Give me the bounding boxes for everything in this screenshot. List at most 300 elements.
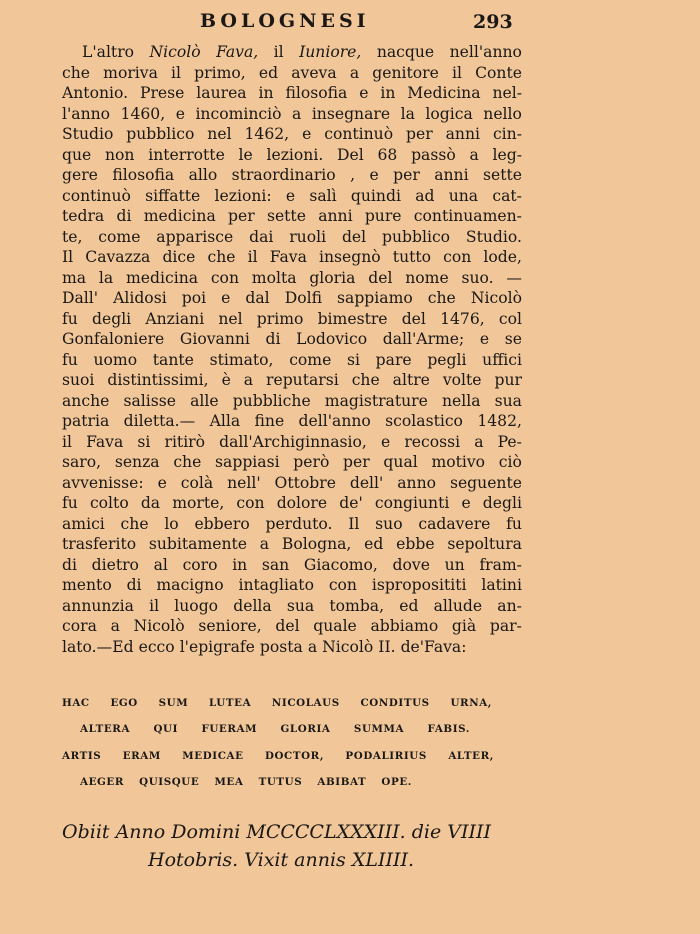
- word: luogo: [174, 596, 219, 615]
- word: per: [228, 207, 255, 225]
- word: dell': [349, 473, 384, 492]
- word: l'epigrafe: [179, 637, 255, 656]
- word: Iuniore,: [299, 43, 362, 61]
- page-number: 293: [473, 11, 513, 33]
- word: primo,: [194, 63, 246, 82]
- word: amici: [62, 514, 105, 533]
- word: che: [207, 248, 236, 266]
- word: recossi: [404, 432, 461, 451]
- word: dice: [162, 248, 196, 266]
- word: nel: [218, 309, 243, 328]
- word: del: [401, 309, 426, 328]
- word: senza: [114, 453, 160, 471]
- word: tomba,: [329, 596, 385, 615]
- word: sette: [482, 166, 522, 184]
- text-line: [62, 165, 522, 186]
- word: la: [400, 104, 415, 123]
- word: cora: [62, 617, 97, 635]
- word: a: [110, 617, 120, 635]
- word: motivo: [431, 453, 486, 471]
- word: come: [98, 227, 141, 246]
- epitaph-line-2: [62, 716, 470, 742]
- word: posta: [259, 637, 303, 656]
- word: sappiamo: [337, 289, 413, 307]
- text-line: [62, 411, 522, 432]
- word: interrotte: [148, 145, 225, 164]
- word: una: [448, 186, 479, 205]
- word: nome: [405, 268, 449, 287]
- word: Il: [348, 514, 360, 533]
- word: ma: [62, 268, 87, 287]
- word: continuamen-: [413, 207, 522, 225]
- text-line: [62, 555, 522, 576]
- epitaph-word: OPE.: [381, 776, 412, 788]
- word: in: [232, 555, 248, 574]
- body-paragraph: [62, 42, 522, 657]
- word: a: [259, 535, 270, 553]
- text-line: [62, 247, 522, 268]
- word: il: [171, 63, 182, 82]
- word: degli: [482, 494, 522, 512]
- word: suo.: [461, 268, 494, 287]
- word: con: [210, 268, 239, 287]
- word: ad: [415, 186, 435, 205]
- word: dolore: [276, 494, 328, 512]
- word: ruoli: [289, 227, 327, 246]
- word: Il: [62, 248, 74, 266]
- word: macigno: [156, 576, 224, 594]
- word: Giovanni: [179, 330, 250, 348]
- word: ed: [364, 535, 384, 553]
- word: filosofia: [112, 166, 175, 184]
- text-line: [62, 370, 522, 391]
- text-line: [62, 227, 522, 248]
- word: lezioni:: [214, 186, 272, 205]
- text-line: [62, 350, 522, 371]
- word: e: [359, 84, 369, 102]
- word: patria: [62, 412, 110, 430]
- word: ,: [350, 166, 356, 184]
- word: ed: [258, 63, 279, 82]
- word: colto: [89, 494, 129, 512]
- word: mento: [62, 576, 112, 594]
- word: logica: [425, 104, 473, 123]
- word: altre: [392, 371, 430, 389]
- word: alle: [190, 391, 219, 410]
- text-line: [62, 637, 522, 658]
- word: avvenisse:: [62, 473, 144, 492]
- word: uffici: [482, 350, 522, 369]
- word: de': [339, 494, 363, 512]
- word: per: [406, 125, 433, 143]
- word: qual: [383, 453, 418, 471]
- word: anni: [434, 166, 469, 184]
- word: 1460,: [120, 104, 166, 123]
- word: di: [62, 555, 77, 574]
- word: lezioni.: [266, 145, 324, 164]
- text-line: [62, 42, 522, 63]
- obituary-note: [0, 818, 580, 874]
- word: di: [126, 576, 142, 594]
- word: e: [302, 125, 312, 143]
- word: perduto.: [265, 514, 333, 533]
- epitaph-word: QUI: [153, 723, 179, 735]
- word: di: [116, 207, 132, 225]
- word: Nicolò: [470, 289, 522, 307]
- word: nell'anno: [449, 43, 522, 61]
- word: a: [349, 63, 360, 82]
- epitaph-word: SUM: [158, 697, 189, 709]
- word: incominciò: [195, 104, 282, 123]
- word: a: [474, 432, 484, 451]
- word: moriva: [103, 63, 158, 82]
- word: Del: [337, 145, 364, 164]
- word: siffatte: [145, 186, 201, 205]
- word: sua: [494, 391, 522, 410]
- text-line: [62, 391, 522, 412]
- word: della: [233, 596, 272, 615]
- word: come: [289, 350, 332, 369]
- word: par-: [489, 617, 522, 635]
- word: leg-: [492, 145, 522, 164]
- word: de'Fava:: [400, 637, 467, 656]
- word: straordinario: [231, 166, 336, 184]
- word: e: [369, 166, 379, 184]
- word: seguente: [449, 473, 522, 492]
- word: pubblico: [381, 227, 451, 246]
- running-title: BOLOGNESI: [200, 10, 370, 32]
- epitaph-word: MEDICAE: [182, 750, 244, 762]
- word: le: [238, 145, 253, 164]
- text-line: [62, 206, 522, 227]
- word: un: [444, 555, 465, 574]
- text-line: [62, 616, 522, 637]
- word: dal: [245, 289, 270, 307]
- word: Alidosi: [113, 289, 167, 307]
- text-line: [62, 186, 522, 207]
- word: Dolfi: [284, 289, 322, 307]
- running-head: [0, 10, 700, 36]
- word: passò: [411, 145, 456, 164]
- word: pubbliche: [232, 391, 311, 410]
- word: per: [393, 166, 420, 184]
- word: distintissimi,: [107, 371, 209, 389]
- word: 1462,: [244, 125, 290, 143]
- word: anni: [318, 207, 353, 225]
- word: que: [62, 145, 92, 164]
- word: fine: [254, 412, 285, 430]
- word: an-: [497, 596, 522, 615]
- word: di: [265, 330, 281, 348]
- word: apparisce: [156, 227, 234, 246]
- word: nel-: [492, 84, 522, 102]
- word: al: [153, 555, 168, 574]
- word: a: [292, 104, 302, 123]
- word: ritirò: [164, 432, 206, 451]
- text-line: [62, 514, 522, 535]
- word: fu: [62, 350, 78, 369]
- word: 68: [377, 145, 398, 164]
- text-line: [62, 124, 522, 145]
- word: —: [506, 268, 522, 287]
- word: del: [368, 268, 393, 287]
- epitaph-word: FUERAM: [201, 723, 258, 735]
- word: Antonio.: [62, 84, 129, 102]
- word: cat-: [492, 186, 522, 205]
- word: gere: [62, 166, 98, 184]
- text-line: [62, 288, 522, 309]
- word: Studio.: [465, 227, 522, 246]
- word: morte,: [172, 494, 225, 512]
- word: diletta.—: [123, 412, 196, 430]
- epitaph-line-1: [62, 690, 492, 716]
- word: con: [236, 494, 265, 512]
- text-line: [62, 104, 522, 125]
- epitaph-word: ABIBAT: [317, 776, 367, 788]
- word: a: [243, 371, 254, 389]
- word: 1482,: [477, 412, 522, 430]
- word: e: [479, 330, 490, 348]
- word: Prese: [139, 84, 185, 102]
- word: anche: [62, 391, 110, 410]
- word: sappiasi: [215, 453, 280, 471]
- word: fu: [506, 514, 522, 533]
- word: reputarsi: [266, 371, 339, 389]
- word: latini: [481, 576, 522, 594]
- word: allo: [188, 166, 218, 184]
- word: Nicolò: [149, 43, 201, 61]
- word: congiunti: [374, 494, 450, 512]
- epitaph-word: CONDITUS: [360, 697, 430, 709]
- word: nell': [227, 473, 261, 492]
- word: abbiamo: [370, 617, 439, 635]
- word: in: [258, 84, 274, 102]
- word: magistrature: [324, 391, 428, 410]
- word: Nicolò: [133, 617, 185, 635]
- epitaph-word: HAC: [62, 697, 90, 709]
- word: dai: [249, 227, 274, 246]
- word: dove: [392, 555, 430, 574]
- word: non: [105, 145, 135, 164]
- obituary-line-1: Obiit Anno Domini MCCCCLXXXIII. die VIIII: [62, 821, 492, 843]
- word: si: [137, 432, 151, 451]
- word: trasferito: [62, 535, 137, 553]
- word: II.: [378, 637, 396, 656]
- word: sette: [266, 207, 306, 225]
- word: annunzia: [62, 596, 134, 615]
- word: Pe-: [497, 432, 522, 451]
- epitaph-word: AEGER: [80, 776, 125, 788]
- word: suo: [375, 514, 403, 533]
- word: se: [504, 330, 522, 348]
- word: nel: [207, 125, 232, 143]
- word: da: [140, 494, 161, 512]
- word: con: [328, 576, 357, 594]
- text-line: [62, 268, 522, 289]
- word: la: [98, 268, 114, 287]
- word: pegli: [427, 350, 467, 369]
- word: nello: [483, 104, 522, 123]
- epitaph-word: NICOLAUS: [271, 697, 340, 709]
- word: ebbe: [396, 535, 435, 553]
- epitaph-word: URNA,: [450, 697, 492, 709]
- word: pur: [494, 371, 522, 389]
- word: aveva: [291, 63, 337, 82]
- word: a: [307, 637, 318, 656]
- word: Fava: [269, 248, 307, 266]
- word: dall'Arme;: [382, 330, 465, 348]
- word: nacque: [376, 43, 435, 61]
- word: per: [343, 453, 370, 471]
- word: stimato,: [209, 350, 274, 369]
- epitaph-word: EGO: [110, 697, 138, 709]
- word: e: [221, 289, 231, 307]
- word: pure: [364, 207, 402, 225]
- word: Bologna,: [281, 535, 352, 553]
- word: tedra: [62, 207, 105, 225]
- word: in: [380, 84, 396, 102]
- word: primo: [256, 309, 304, 328]
- word: saro,: [62, 453, 102, 471]
- word: suoi: [62, 371, 95, 389]
- word: Fava: [86, 432, 124, 451]
- word: intagliato: [238, 576, 314, 594]
- word: e: [380, 432, 391, 451]
- text-line: [62, 596, 522, 617]
- word: del: [341, 227, 367, 246]
- epitaph-word: PODALIRIUS: [345, 750, 427, 762]
- word: con: [443, 248, 472, 266]
- word: volte: [442, 371, 482, 389]
- word: Lodovico: [296, 330, 368, 348]
- word: filosofia: [285, 84, 348, 102]
- word: che: [62, 63, 91, 82]
- word: Conte: [475, 63, 522, 82]
- word: lo: [164, 514, 179, 533]
- word: salisse: [123, 391, 176, 410]
- word: degli: [92, 309, 132, 328]
- word: quindi: [350, 186, 401, 205]
- word: lato.—Ed: [62, 637, 134, 656]
- word: è: [221, 371, 231, 389]
- word: insegnare: [311, 104, 391, 123]
- epitaph-line-3: [62, 743, 494, 769]
- word: seniore,: [198, 617, 262, 635]
- text-line: [62, 473, 522, 494]
- word: già: [451, 617, 477, 635]
- word: ciò: [498, 453, 522, 471]
- epitaph-word: QUISQUE: [139, 776, 200, 788]
- word: e: [461, 494, 471, 512]
- word: lode,: [483, 248, 522, 266]
- word: L'altro: [82, 43, 135, 61]
- epitaph-word: SUMMA: [353, 723, 405, 735]
- epitaph-word: LUTEA: [209, 697, 252, 709]
- word: gloria: [309, 268, 356, 287]
- word: fram-: [479, 555, 522, 574]
- word: il: [62, 432, 72, 451]
- word: e: [157, 473, 167, 492]
- word: salì: [309, 186, 337, 205]
- word: 1476,: [440, 309, 485, 328]
- word: medicina: [143, 207, 216, 225]
- word: del: [275, 617, 300, 635]
- word: anno: [397, 473, 437, 492]
- word: che: [427, 289, 456, 307]
- word: sepoltura: [447, 535, 522, 553]
- word: pubblico: [126, 125, 195, 143]
- epitaph-word: ALTER,: [448, 750, 494, 762]
- word: tutto: [392, 248, 432, 266]
- word: isproposititi: [371, 576, 467, 594]
- word: colà: [180, 473, 214, 492]
- text-line: [62, 452, 522, 473]
- word: sua: [286, 596, 315, 615]
- word: si: [347, 350, 360, 369]
- word: cin-: [492, 125, 522, 143]
- word: subitamente: [148, 535, 248, 553]
- word: Anziani: [145, 309, 205, 328]
- word: san: [261, 555, 290, 574]
- epitaph-word: DOCTOR,: [264, 750, 325, 762]
- word: continuò: [62, 186, 131, 205]
- word: e: [175, 104, 185, 123]
- word: l'anno: [62, 104, 111, 123]
- word: dell'anno: [298, 412, 371, 430]
- text-line: [62, 145, 522, 166]
- word: tante: [152, 350, 194, 369]
- word: genitore: [372, 63, 439, 82]
- word: Medicina: [407, 84, 481, 102]
- word: dietro: [91, 555, 139, 574]
- word: poi: [181, 289, 207, 307]
- word: bimestre: [317, 309, 388, 328]
- text-line: [62, 329, 522, 350]
- word: cadavere: [418, 514, 491, 533]
- word: Studio: [62, 125, 114, 143]
- epitaph-word: MEA: [214, 776, 244, 788]
- word: insegnò: [319, 248, 381, 266]
- epitaph-word: ARTIS: [62, 750, 102, 762]
- text-line: [62, 534, 522, 555]
- word: laurea: [196, 84, 247, 102]
- text-line: [62, 83, 522, 104]
- word: ebbero: [194, 514, 250, 533]
- word: Gonfaloniere: [62, 330, 165, 348]
- word: il: [149, 596, 160, 615]
- word: dall'Archiginnasio,: [219, 432, 367, 451]
- word: Giacomo,: [303, 555, 378, 574]
- word: Ottobre: [274, 473, 336, 492]
- word: allude: [433, 596, 483, 615]
- word: quale: [313, 617, 357, 635]
- word: uomo: [93, 350, 138, 369]
- word: molta: [251, 268, 297, 287]
- epitaph-word: TUTUS: [258, 776, 303, 788]
- word: però: [293, 453, 330, 471]
- epitaph-word: GLORIA: [280, 723, 331, 735]
- word: nella: [441, 391, 481, 410]
- text-line: [62, 309, 522, 330]
- word: Alla: [209, 412, 241, 430]
- epitaph-word: ALTERA: [80, 723, 131, 735]
- word: a: [469, 145, 479, 164]
- epitaph-word: ERAM: [122, 750, 161, 762]
- word: pare: [375, 350, 412, 369]
- text-line: [62, 493, 522, 514]
- word: che: [173, 453, 202, 471]
- word: continuò: [324, 125, 394, 143]
